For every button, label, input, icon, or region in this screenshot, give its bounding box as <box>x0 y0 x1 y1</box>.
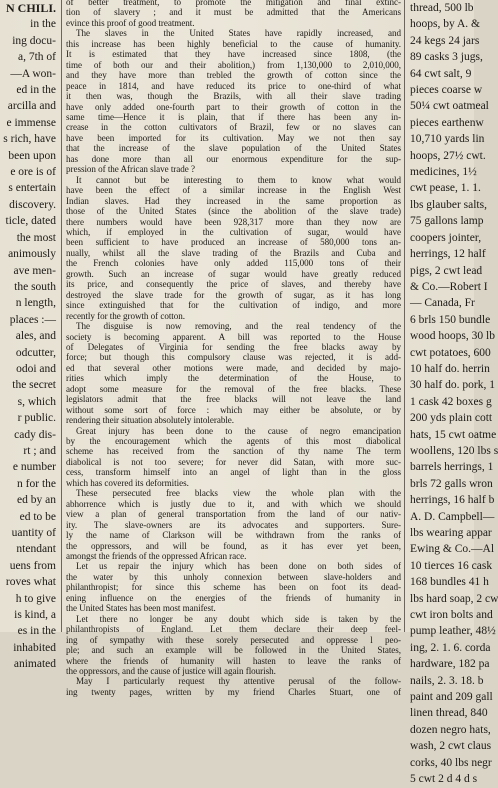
article-text-line: rities which imply the determination of the House, to <box>66 373 401 384</box>
article-text-line: society is becoming apparent. A bill was reported to the House <box>66 331 401 342</box>
cargo-list-line: cwt pease, 1. 1. <box>410 182 481 195</box>
cargo-list-line: wash, 2 cwt claus <box>410 740 492 753</box>
cargo-list-line: hats, 15 cwt oatme <box>410 428 497 441</box>
article-text-line: by the encouragement which the agents of this most diabolical <box>66 436 401 447</box>
article-text-line: same time—Hence it is plain, that if there has been any in- <box>66 111 401 122</box>
left-column-line: cady dis- <box>14 428 56 441</box>
article-text-line: of better treatment, to promote the mitigation and final extinc- <box>66 0 401 7</box>
article-text-line: Let there no longer be any doubt which side is taken by the <box>76 613 401 624</box>
cargo-list-line: 10 half do. herrin <box>410 362 490 375</box>
article-text-line: force; but though this compulsory clause was rejected, it is add- <box>66 352 401 363</box>
article-text-line: destroyed the slave trade for the growth of sugar, as it has long <box>66 289 401 300</box>
left-column-line: e immense <box>6 116 56 129</box>
cargo-list-line: barrels herrings, 1 <box>410 461 494 474</box>
cargo-list-line: medicines, 1½ <box>410 166 477 179</box>
cargo-list-line: Ewing & Co.—Al <box>410 543 495 556</box>
article-text-line: legislators admit that the free blacks will not leave the land <box>66 394 401 405</box>
cargo-list-line: — Canada, Fr <box>410 297 475 310</box>
column-rule <box>404 0 405 632</box>
article-text-line: it then was, though the Brazils, with all their slave trading <box>66 91 401 102</box>
left-column-line: the south <box>14 280 56 293</box>
article-text-line: of Delegates of Virginia for sending the free blacks away by <box>66 341 401 352</box>
left-column-line: e ore is of <box>10 166 56 179</box>
article-text-line: where the friends of humanity will hasten to leave the ranks of <box>66 655 401 666</box>
article-text-line: its price, and consequently the price of slaves, and thereby have <box>66 279 401 290</box>
cargo-list-line: coopers jointer, <box>410 231 482 244</box>
cargo-list-line: 89 casks 3 jugs, <box>410 51 483 64</box>
cargo-list-line: 10 tierces 16 cask <box>410 559 493 572</box>
left-column-line: h to give <box>15 592 56 605</box>
left-column-line: odoi and <box>16 362 56 375</box>
article-text-line: rendering their situation absolutely intolerable. <box>66 415 235 426</box>
article-text-line: diabolical is not too severe; for never did Satan, with more suc- <box>66 456 401 467</box>
cargo-list-line: woollens, 120 lbs s <box>410 444 498 457</box>
article-text-line: amongst the friends of the oppressed African race. <box>66 551 247 562</box>
left-column-line: N CHILI. <box>5 1 56 15</box>
article-text-line: philanthropist; for since this scheme has been on foot its dead- <box>66 582 401 593</box>
left-column-line: ed by an <box>17 494 56 507</box>
left-column-line: ticle, dated <box>5 215 56 228</box>
article-text-line: Great injury has been done to the cause of negro emancipation <box>76 425 401 436</box>
article-text-line: have been imported for its cultivation. May we not then say <box>66 132 401 143</box>
left-column-line: ales, and <box>15 330 56 343</box>
article-text-line: It cannot but be interesting to them to know what would <box>76 174 401 185</box>
article-text-line: have been the effect of a similar increase in the English West <box>66 185 401 196</box>
left-column-line: discovery. <box>9 198 56 211</box>
left-column-line: s rich, have <box>3 133 56 146</box>
left-column-line: a, 7th of <box>17 51 56 64</box>
cargo-list-line: paint and 209 gall <box>410 691 493 704</box>
article-text-line: Indian slaves. Had they increased in the same proportion as <box>66 195 401 206</box>
left-column-line: r public. <box>17 412 56 425</box>
article-text-line: The slaves in the United States have rapidly increased, and <box>76 28 401 39</box>
left-column-line: animously <box>8 248 56 261</box>
article-text-line: which, if employed in the cultivation of sugar, would have <box>66 226 401 237</box>
cargo-list-line: hardware, 182 pa <box>410 658 490 671</box>
cargo-list-line: pigs, 2 cwt lead <box>410 264 483 277</box>
article-text-line: pression of the African slave trade ? <box>66 164 195 175</box>
cargo-list-line: lbs wearing appar <box>410 527 492 539</box>
left-column-line: es in the <box>17 625 56 638</box>
cargo-list-line: 24 kegs 24 jars <box>410 34 480 47</box>
article-text-line: The disguise is now removing, and the real tendency of the <box>76 321 401 332</box>
left-column-line: been upon <box>8 149 56 162</box>
article-text-line: those of the United States (since the abolition of the slave trade) <box>66 206 401 217</box>
article-text-line: ple; and such an example will be followed in the United States, <box>66 645 401 656</box>
cargo-list-line: 30 half do. pork, 1 <box>410 379 495 392</box>
article-text-line: ly the name of Clarkson will be withdrawn from the ranks of <box>66 530 401 541</box>
article-text-line: the oppressors, and will be found, as it has ever yet been, <box>66 540 401 551</box>
article-text-line: ing of sympathy with these sorely persecuted and oppresse l peo- <box>66 634 401 645</box>
article-text-line: Let us repair the injury which has been done on both sides of <box>76 561 401 572</box>
article-text-line: scheme has received from the sanction of thy name The term <box>66 446 401 457</box>
main-article-column <box>66 0 401 697</box>
cargo-list-line: cwt potatoes, 600 <box>410 346 491 359</box>
cargo-list-line: linen thread, 840 <box>410 707 488 720</box>
cargo-list-line: pieces coarse w <box>410 84 483 97</box>
cargo-list-line: corks, 40 lbs negr <box>410 756 492 769</box>
article-text-line: have only added one-fourth part to their growth of cotton in the <box>66 101 401 112</box>
cargo-list-line: ing, 2. 1. 6. corda <box>410 641 491 654</box>
left-column-line: ave men- <box>13 264 56 277</box>
cargo-list-line: 10,710 yards lin <box>410 133 485 146</box>
cargo-list-line: thread, 500 lb <box>410 2 474 14</box>
cargo-list-line: 1 cask 42 boxes g <box>410 395 492 408</box>
column-rule <box>61 0 62 632</box>
article-text-line: been sufficient to have produced an increase of 580,000 tons an- <box>66 237 401 248</box>
cargo-list-line: lbs hard soap, 2 cw <box>410 592 498 605</box>
cargo-list-line: hoops, 27½ cwt. <box>410 149 486 162</box>
left-column-line: arcilla and <box>7 100 56 113</box>
article-text-line: crease in the cotton cultivators of Brazil, few or no slaves can <box>66 122 401 133</box>
article-text-line: that the increase of the slave population of the United States <box>66 143 401 154</box>
article-text-line: evince this proof of good treatment. <box>66 17 195 28</box>
left-column-line: n length, <box>15 297 56 310</box>
article-text-line: there numbers would have been 928,317 more than they now are <box>66 216 401 227</box>
left-column-line: rt ; and <box>23 444 56 457</box>
cargo-list-line: dozen negro hats, <box>410 723 491 736</box>
article-text-line: since extinguished that for the cultivation of indigo, and more <box>66 300 401 311</box>
left-column-line: uens from <box>9 559 56 572</box>
left-column-line: e number <box>12 461 56 474</box>
left-column-line: ed to be <box>19 510 56 523</box>
article-text-line: ity. The slave-owners are its advocates and supporters. Sure- <box>66 519 401 530</box>
cargo-list-line: wood hoops, 30 lb <box>410 330 495 343</box>
article-text-line: May I particularly request thy attentive perusal of the follow- <box>76 676 401 687</box>
cargo-list-line: hoops, by A. & <box>410 18 480 31</box>
left-column-line: s entertain <box>8 182 56 195</box>
left-column-line: —A won- <box>10 67 56 80</box>
article-text-line: which has covered its deformities. <box>66 477 189 488</box>
article-text-line: the United States has been most manifest. <box>66 603 216 614</box>
cargo-list-line: herrings, 16 half b <box>410 494 495 507</box>
left-column-line: the secret <box>12 379 56 392</box>
right-column-cargo-list <box>408 0 498 786</box>
cargo-list-line: cwt iron bolts and <box>410 609 493 622</box>
article-text-line: this increase has been highly beneficial to the cause of humanity. <box>66 38 401 49</box>
article-text-line: These persecuted free blacks view the whole plan with the <box>76 488 401 499</box>
article-text-line: peace in 1814, and have reduced its price to one-third of what <box>66 80 401 91</box>
article-text-line: and they have more than trebled the growth of cotton since the <box>66 70 401 81</box>
article-text-line: adopt some measure for the removal of the free blacks. These <box>66 383 401 394</box>
cargo-list-line: lbs glauber salts, <box>410 198 487 211</box>
article-text-line: has done more than all our enormous expenditure for the sup- <box>66 153 401 164</box>
article-text-line: without some sort of force : which may either be absolute, or by <box>66 404 401 415</box>
article-text-line: recently for the growth of cotton. <box>66 310 186 321</box>
cargo-list-line: brls 72 galls wron <box>410 477 493 490</box>
cargo-list-line: 50¼ cwt oatmeal <box>410 100 489 113</box>
left-column-line: n for the <box>17 477 56 490</box>
left-column-line: animated <box>13 658 56 671</box>
article-text-line: time of both our and their abolition,) from 1,130,000 to 2,010,000, <box>66 59 401 70</box>
left-column-line: inhabited <box>13 641 56 654</box>
cargo-list-line: & Co.—Robert I <box>410 280 488 293</box>
left-column-line: uantity of <box>11 527 56 539</box>
left-column-line: ed in the <box>16 84 56 97</box>
cargo-list-line: 200 yds plain cott <box>410 412 493 425</box>
article-text-line: cess, transform himself into an angel of light than in the gloss <box>66 467 401 478</box>
article-text-line: ing twenty pages, written by my friend Charles Stuart, one of <box>66 686 401 697</box>
left-column-line: roves what <box>5 576 56 589</box>
article-text-line: ening influence on the energies of the friends of humanity in <box>66 592 401 603</box>
left-column-line: ntendant <box>16 543 56 556</box>
left-column-line: s, which <box>17 395 56 408</box>
cargo-list-line: pieces earthenw <box>410 116 484 129</box>
left-column-line: odcutter, <box>15 346 56 359</box>
article-text-line: ed that several other motions were made, and decided by majo- <box>66 362 401 373</box>
cargo-list-line: herrings, 12 half <box>410 248 486 261</box>
article-text-line: nually, whilst all the slave trading of the Brazils and Cuba and <box>66 247 401 258</box>
cargo-list-line: 6 brls 150 bundle <box>410 313 491 326</box>
article-text-line: tion of slavery ; and it must be admitted that the Americans <box>66 7 401 18</box>
cargo-list-line: A. D. Campbell— <box>410 510 495 523</box>
cargo-list-line: 64 cwt salt, 9 <box>410 67 472 80</box>
article-text-line: philanthropists of England. Let them declare their deep feel- <box>66 624 401 635</box>
article-text-line: the water by this unholy connexion between slave-holders and <box>66 571 401 582</box>
left-column-line: places :— <box>9 313 56 326</box>
cargo-list-line: 168 bundles 41 h <box>410 576 489 589</box>
cargo-list-line: 5 cwt 2 d 4 d s <box>410 773 478 786</box>
article-text-line: view a plan of general transportation from the land of our nativ- <box>66 509 401 520</box>
left-column-line: ing docu- <box>12 34 56 47</box>
left-column-line: is kind, a <box>14 609 56 622</box>
article-text-line: the oppressors, and the cause of justice will again flourish. <box>66 666 276 676</box>
article-text-line: growth. Such an increase of sugar would have greatly reduced <box>66 268 401 279</box>
cargo-list-line: pump leather, 48½ <box>410 625 496 638</box>
left-column <box>0 0 58 671</box>
cargo-list-line: 75 gallons lamp <box>410 215 484 228</box>
left-column-line: the most <box>16 231 56 244</box>
left-column-line: in the <box>30 18 56 31</box>
article-text-line: It is estimated that they have increased since 1808, (the <box>66 49 401 60</box>
article-text-line: the French colonies have only added 115,000 tons of their <box>66 258 401 269</box>
cargo-list-line: nails, 2. 3. 18. b <box>410 674 484 687</box>
article-text-line: abhorrence which is justly due to it, and with which we should <box>66 498 401 509</box>
